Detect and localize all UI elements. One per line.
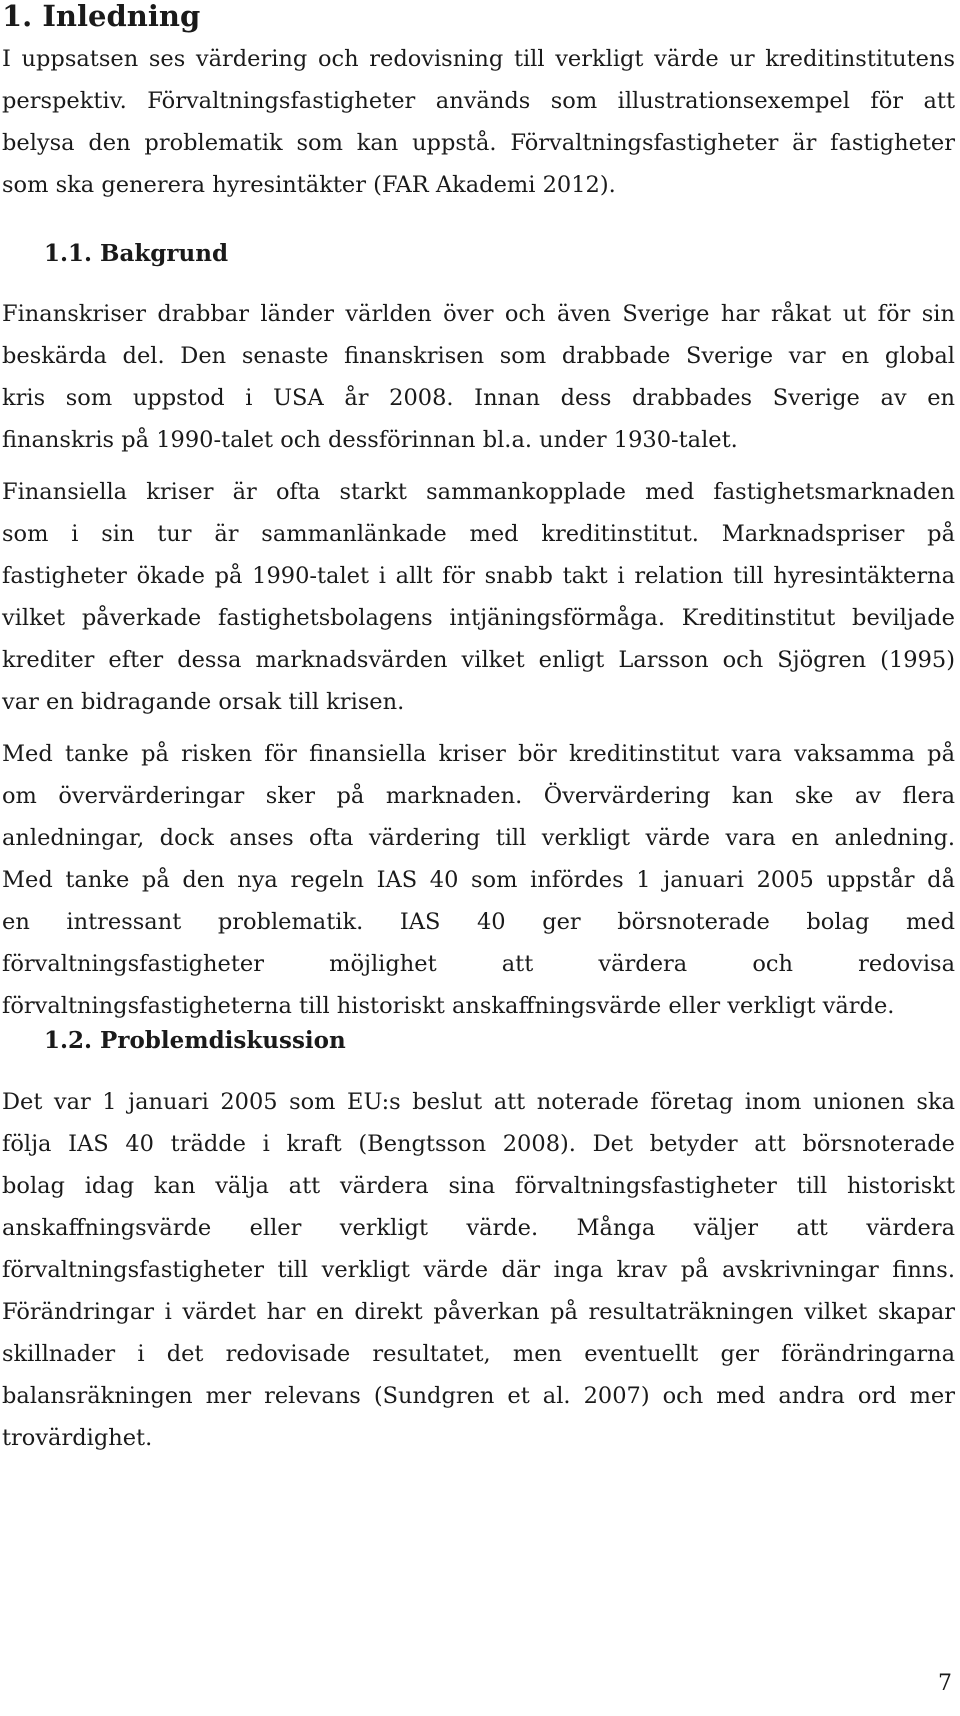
text-line: beskärda del. Den senaste finanskrisen som drabbade Sverige var en global xyxy=(2,343,955,369)
text-line: vilket påverkade fastighetsbolagens intjäningsförmåga. Kreditinstitut beviljade xyxy=(2,605,955,631)
text-line: om övervärderingar sker på marknaden. Övervärdering kan ske av flera xyxy=(2,783,955,809)
text-line: förvaltningsfastigheter möjlighet att värdera och redovisa xyxy=(2,951,955,977)
text-line: var en bidragande orsak till krisen. xyxy=(2,689,405,715)
section-heading-problemdiskussion: 1.2. Problemdiskussion xyxy=(44,1027,346,1054)
text-line: anledningar, dock anses ofta värdering till verkligt värde vara en anledning. xyxy=(2,825,955,851)
paragraph-inledning xyxy=(2,38,955,206)
text-line: Det var 1 januari 2005 som EU:s beslut att noterade företag inom unionen ska xyxy=(2,1089,955,1115)
text-line: förvaltningsfastigheter till verkligt värde där inga krav på avskrivningar finns. xyxy=(2,1257,955,1283)
text-line: finanskris på 1990-talet och dessförinnan bl.a. under 1930-talet. xyxy=(2,427,738,453)
text-line: balansräkningen mer relevans (Sundgren et al. 2007) och med andra ord mer xyxy=(2,1383,955,1409)
paragraph-bakgrund-2 xyxy=(2,471,955,723)
text-line: anskaffningsvärde eller verkligt värde. Många väljer att värdera xyxy=(2,1215,955,1241)
text-line: belysa den problematik som kan uppstå. Förvaltningsfastigheter är fastigheter xyxy=(2,130,955,156)
text-line: skillnader i det redovisade resultatet, men eventuellt ger förändringarna xyxy=(2,1341,955,1367)
paragraph-problemdiskussion xyxy=(2,1081,955,1459)
text-line: en intressant problematik. IAS 40 ger börsnoterade bolag med xyxy=(2,909,955,935)
text-line: som ska generera hyresintäkter (FAR Akademi 2012). xyxy=(2,172,616,198)
paragraph-bakgrund-3 xyxy=(2,733,955,1027)
text-line: trovärdighet. xyxy=(2,1425,153,1451)
text-line: Förändringar i värdet har en direkt påverkan på resultaträkningen vilket skapar xyxy=(2,1299,955,1325)
section-heading-bakgrund: 1.1. Bakgrund xyxy=(44,240,229,267)
text-line: Med tanke på den nya regeln IAS 40 som infördes 1 januari 2005 uppstår då xyxy=(2,867,955,893)
text-line: förvaltningsfastigheterna till historiskt anskaffningsvärde eller verkligt värde. xyxy=(2,993,895,1019)
text-line: Finanskriser drabbar länder världen över och även Sverige har råkat ut för sin xyxy=(2,301,955,327)
text-line: Finansiella kriser är ofta starkt sammankopplade med fastighetsmarknaden xyxy=(2,479,955,505)
page-number: 7 xyxy=(938,1671,952,1696)
text-line: fastigheter ökade på 1990-talet i allt för snabb takt i relation till hyresintäkterna xyxy=(2,563,955,589)
text-line: perspektiv. Förvaltningsfastigheter används som illustrationsexempel för att xyxy=(2,88,955,114)
text-line: I uppsatsen ses värdering och redovisning till verkligt värde ur kreditinstitutens xyxy=(2,46,955,72)
text-line: som i sin tur är sammanlänkade med kreditinstitut. Marknadspriser på xyxy=(2,521,955,547)
text-line: krediter efter dessa marknadsvärden vilket enligt Larsson och Sjögren (1995) xyxy=(2,647,955,673)
paragraph-bakgrund-1 xyxy=(2,293,955,461)
text-line: bolag idag kan välja att värdera sina förvaltningsfastigheter till historiskt xyxy=(2,1173,955,1199)
section-heading-inledning: 1. Inledning xyxy=(2,0,201,33)
text-line: följa IAS 40 trädde i kraft (Bengtsson 2008). Det betyder att börsnoterade xyxy=(2,1131,955,1157)
text-line: kris som uppstod i USA år 2008. Innan dess drabbades Sverige av en xyxy=(2,385,955,411)
text-line: Med tanke på risken för finansiella kriser bör kreditinstitut vara vaksamma på xyxy=(2,741,955,767)
